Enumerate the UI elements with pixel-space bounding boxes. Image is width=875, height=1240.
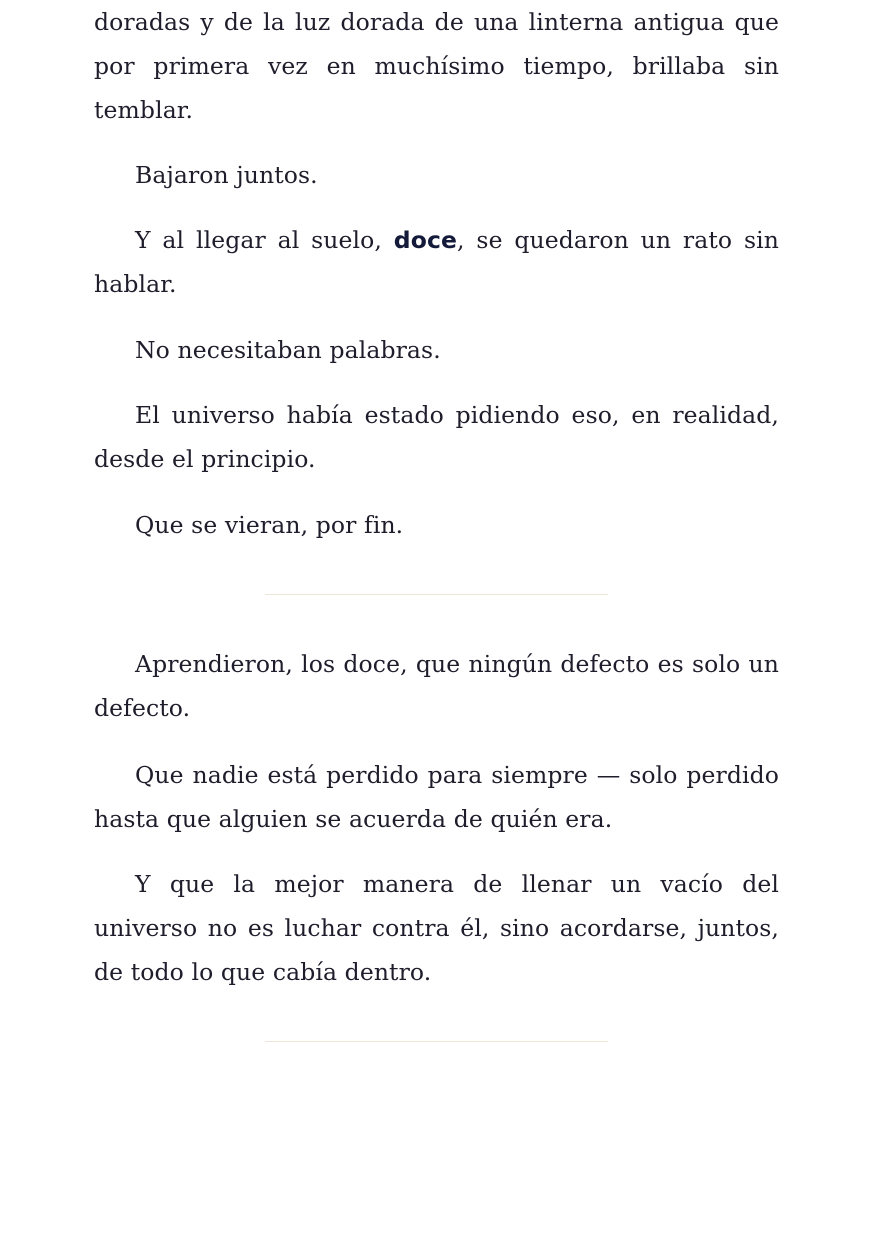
paragraph xyxy=(94,753,779,841)
paragraph xyxy=(94,642,779,730)
paragraph-text: No necesitaban palabras. xyxy=(135,336,441,364)
paragraph-text: Bajaron juntos. xyxy=(135,161,318,189)
section-divider xyxy=(265,1041,608,1042)
paragraph xyxy=(94,393,779,481)
paragraph-text: Que nadie está perdido para siempre — solo perdido hasta que alguien se acuerda de quién era. xyxy=(94,761,779,833)
paragraph-continued xyxy=(94,0,779,132)
paragraph xyxy=(94,153,779,197)
paragraph-text: Aprendieron, los doce, que ningún defecto es solo un defecto. xyxy=(94,650,779,722)
text-run: , se quedaron un rato sin hablar. xyxy=(94,226,779,298)
paragraph-text: doradas y de la luz dorada de una linterna antigua que por primera vez en muchísimo tiempo, brillaba sin temblar. xyxy=(94,8,779,124)
paragraph-text: Y que la mejor manera de llenar un vacío del universo no es luchar contra él, sino acordarse, juntos, de todo lo que cabía dentro. xyxy=(94,870,779,986)
paragraph xyxy=(94,218,779,306)
emphasis-word: doce xyxy=(393,226,458,254)
text-run: Y al llegar al suelo, xyxy=(135,226,394,254)
paragraph-text: El universo había estado pidiendo eso, en realidad, desde el principio. xyxy=(94,401,779,473)
paragraph xyxy=(94,862,779,994)
paragraph-text xyxy=(94,218,779,306)
paragraph-text: Que se vieran, por fin. xyxy=(135,511,404,539)
section-divider xyxy=(265,594,608,595)
paragraph xyxy=(94,328,779,372)
paragraph xyxy=(94,503,779,547)
